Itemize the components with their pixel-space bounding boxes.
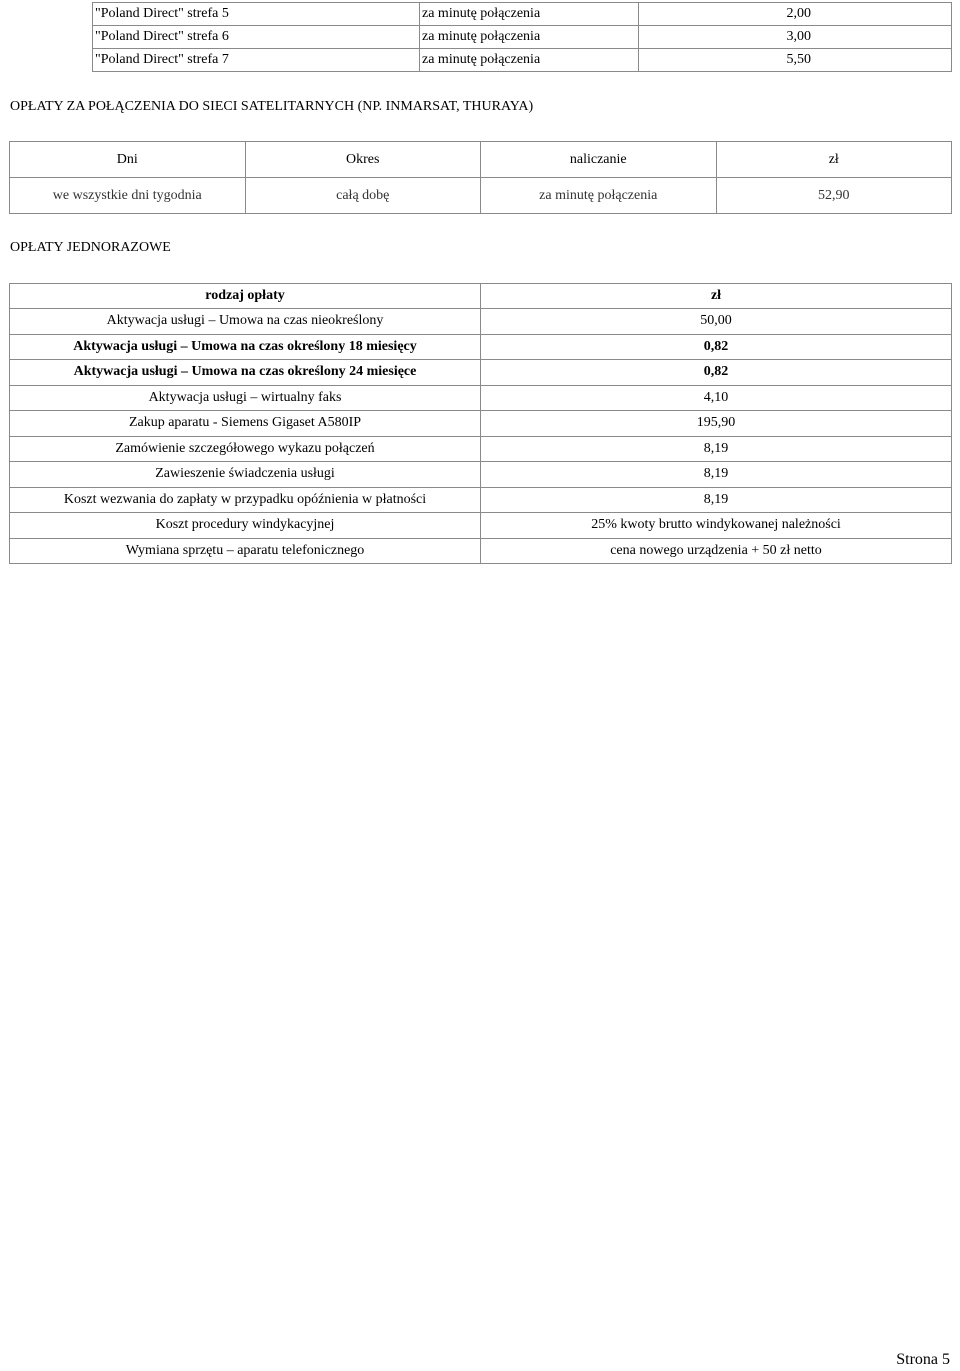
table-row (10, 462, 952, 488)
fee-name: Aktywacja usługi – wirtualny faks (10, 385, 481, 411)
table-row (93, 26, 952, 49)
fee-name: Aktywacja usługi – Umowa na czas określony 24 miesięce (10, 360, 481, 386)
table-row (10, 385, 952, 411)
table-row (10, 487, 952, 513)
fee-value: 25% kwoty brutto windykowanej należności (481, 513, 952, 539)
header-period: Okres (245, 142, 481, 178)
table-header-row (10, 142, 952, 178)
header-price: zł (716, 142, 952, 178)
fee-name: Koszt wezwania do zapłaty w przypadku opóźnienia w płatności (10, 487, 481, 513)
satellite-section-title: OPŁATY ZA POŁĄCZENIA DO SIECI SATELITARNYCH (NP. INMARSAT, THURAYA) (10, 99, 534, 114)
one-time-fees-table (9, 283, 952, 564)
one-time-section-title: OPŁATY JEDNORAZOWE (10, 240, 171, 255)
table-header-row (10, 284, 952, 309)
fee-name: Aktywacja usługi – Umowa na czas nieokreślony (10, 309, 481, 335)
price-cell: 52,90 (716, 178, 952, 214)
fee-value: 8,19 (481, 487, 952, 513)
fee-value: 4,10 (481, 385, 952, 411)
satellite-price-table (9, 141, 952, 214)
fee-name: Wymiana sprzętu – aparatu telefonicznego (10, 538, 481, 564)
fee-value: cena nowego urządzenia + 50 zł netto (481, 538, 952, 564)
fee-value: 195,90 (481, 411, 952, 437)
fee-value: 8,19 (481, 462, 952, 488)
header-billing: naliczanie (481, 142, 717, 178)
zone-name: "Poland Direct" strefa 6 (93, 26, 420, 49)
table-row (10, 309, 952, 335)
zone-price: 5,50 (639, 49, 952, 72)
table-row (10, 178, 952, 214)
fee-value: 8,19 (481, 436, 952, 462)
page-number: Strona 5 (896, 1351, 950, 1368)
period-cell: całą dobę (245, 178, 481, 214)
table-row (10, 411, 952, 437)
table-row (10, 513, 952, 539)
table-row (93, 3, 952, 26)
fee-name: Zamówienie szczegółowego wykazu połączeń (10, 436, 481, 462)
table-row (93, 49, 952, 72)
header-fee-type: rodzaj opłaty (10, 284, 481, 309)
table-row (10, 436, 952, 462)
header-days: Dni (10, 142, 246, 178)
fee-name: Zakup aparatu - Siemens Gigaset A580IP (10, 411, 481, 437)
zone-price: 2,00 (639, 3, 952, 26)
fee-name: Zawieszenie świadczenia usługi (10, 462, 481, 488)
table-row (10, 538, 952, 564)
zone-name: "Poland Direct" strefa 5 (93, 3, 420, 26)
table-row (10, 334, 952, 360)
zone-billing: za minutę połączenia (420, 26, 639, 49)
fee-value: 50,00 (481, 309, 952, 335)
fee-name: Aktywacja usługi – Umowa na czas określony 18 miesięcy (10, 334, 481, 360)
billing-cell: za minutę połączenia (481, 178, 717, 214)
days-cell: we wszystkie dni tygodnia (10, 178, 246, 214)
fee-value: 0,82 (481, 334, 952, 360)
zone-price: 3,00 (639, 26, 952, 49)
zone-price-table (92, 2, 952, 72)
fee-value: 0,82 (481, 360, 952, 386)
zone-billing: za minutę połączenia (420, 49, 639, 72)
table-row (10, 360, 952, 386)
header-amount: zł (481, 284, 952, 309)
fee-name: Koszt procedury windykacyjnej (10, 513, 481, 539)
zone-billing: za minutę połączenia (420, 3, 639, 26)
zone-name: "Poland Direct" strefa 7 (93, 49, 420, 72)
